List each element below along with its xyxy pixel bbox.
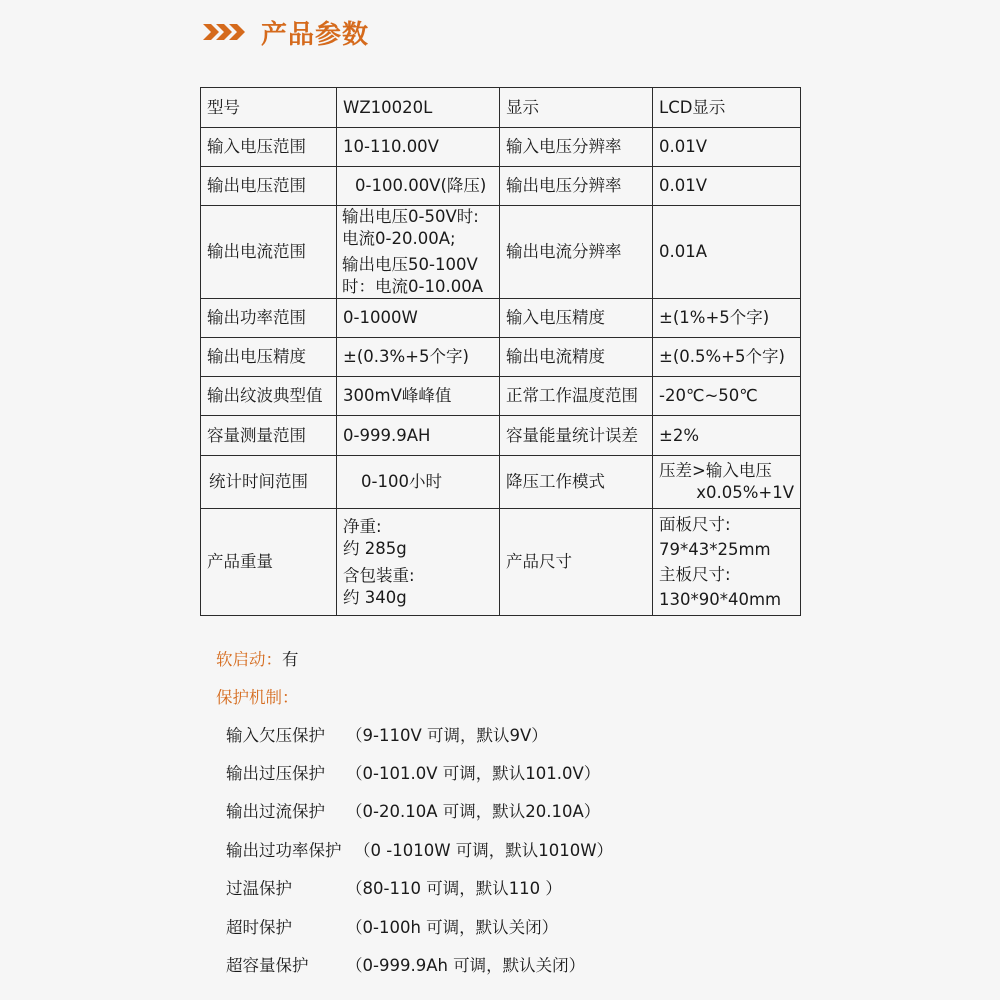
protection-name: 超容量保护 <box>226 956 309 975</box>
spec-value-line: 压差>输入电压 <box>659 461 772 480</box>
triple-chevron-right-icon <box>203 22 247 42</box>
list-item <box>226 724 548 748</box>
table-row <box>201 377 801 416</box>
table-row <box>201 88 801 128</box>
spec-value: 0-100小时 <box>337 456 500 509</box>
spec-label: 输出电流精度 <box>500 338 653 377</box>
spec-value-multiline <box>653 509 801 616</box>
table-row <box>201 128 801 167</box>
list-item <box>226 800 600 824</box>
spec-value-multiline <box>337 509 500 616</box>
protection-range: （0-999.9Ah 可调，默认关闭） <box>346 956 586 975</box>
spec-label: 产品重量 <box>201 509 337 616</box>
spec-value: 0-999.9AH <box>337 416 500 456</box>
page-title: 产品参数 <box>261 19 370 50</box>
list-item <box>226 954 585 978</box>
spec-value-line: 净重: <box>343 516 382 536</box>
spec-label: 输出电压精度 <box>201 338 337 377</box>
table-row <box>201 509 801 616</box>
spec-label: 输出电流分辨率 <box>500 206 653 299</box>
feature-notes <box>216 646 299 712</box>
table-row <box>201 338 801 377</box>
spec-label: 容量测量范围 <box>201 416 337 456</box>
protection-heading: 保护机制： <box>216 688 299 707</box>
protection-name: 输出过功率保护 <box>226 841 342 860</box>
table-row <box>201 167 801 206</box>
spec-value: 0.01A <box>653 206 801 299</box>
spec-label: 输出功率范围 <box>201 299 337 338</box>
spec-value-line: 电流0-20.00A; <box>342 229 456 248</box>
list-item <box>226 762 600 786</box>
protection-name: 超时保护 <box>226 918 292 937</box>
spec-value: -20℃~50℃ <box>653 377 801 416</box>
spec-label: 输出电压分辨率 <box>500 167 653 206</box>
spec-value: LCD显示 <box>653 88 801 128</box>
protection-name: 过温保护 <box>226 879 292 898</box>
spec-value-line: 约 340g <box>343 587 407 607</box>
table-row <box>201 456 801 509</box>
spec-label: 型号 <box>201 88 337 128</box>
spec-value-line: 约 285g <box>343 538 407 558</box>
list-item <box>226 839 613 863</box>
spec-value-line: 面板尺寸: <box>659 515 731 534</box>
protection-name: 输入欠压保护 <box>226 726 325 745</box>
spec-value-line: 时：电流0-10.00A <box>342 277 483 296</box>
spec-label: 降压工作模式 <box>500 456 653 509</box>
spec-value-line: x0.05%+1V <box>696 483 794 502</box>
protection-range: （9-110V 可调，默认9V） <box>346 726 548 745</box>
protection-range: （80-110 可调，默认110 ） <box>346 879 562 898</box>
spec-value-line: 79*43*25mm <box>659 540 771 559</box>
spec-value: ±(1%+5个字) <box>653 299 801 338</box>
soft-start-label: 软启动： <box>216 650 282 669</box>
protection-name: 输出过流保护 <box>226 802 325 821</box>
spec-value-line: 输出电压50-100V <box>342 255 478 274</box>
soft-start-value: 有 <box>282 650 299 669</box>
spec-value-line: 含包装重: <box>343 565 415 585</box>
protection-range: （0-100h 可调，默认关闭） <box>346 918 559 937</box>
spec-label: 容量能量统计误差 <box>500 416 653 456</box>
spec-value-line: 主板尺寸: <box>659 565 731 584</box>
spec-label: 显示 <box>500 88 653 128</box>
spec-value: 300mV峰峰值 <box>337 377 500 416</box>
table-row <box>201 299 801 338</box>
spec-label: 输入电压精度 <box>500 299 653 338</box>
spec-value: WZ10020L <box>337 88 500 128</box>
spec-value: 0-1000W <box>337 299 500 338</box>
spec-label: 输出电压范围 <box>201 167 337 206</box>
protection-range: （0-101.0V 可调，默认101.0V） <box>346 764 601 783</box>
spec-value: ±(0.3%+5个字) <box>337 338 500 377</box>
table-row <box>201 416 801 456</box>
spec-value: ±(0.5%+5个字) <box>653 338 801 377</box>
section-header <box>203 12 369 52</box>
spec-value: 0.01V <box>653 128 801 167</box>
spec-value: 0.01V <box>653 167 801 206</box>
table-row <box>201 206 801 299</box>
spec-label: 输出电流范围 <box>201 206 337 299</box>
spec-table <box>200 87 801 616</box>
soft-start-note <box>216 646 299 674</box>
spec-label: 输入电压范围 <box>201 128 337 167</box>
list-item <box>226 877 562 901</box>
spec-label: 统计时间范围 <box>201 456 337 509</box>
protection-range: （0 -1010W 可调，默认1010W） <box>354 841 614 860</box>
spec-label: 正常工作温度范围 <box>500 377 653 416</box>
protection-range: （0-20.10A 可调，默认20.10A） <box>346 802 601 821</box>
spec-label: 输入电压分辨率 <box>500 128 653 167</box>
spec-label: 产品尺寸 <box>500 509 653 616</box>
spec-label: 输出纹波典型值 <box>201 377 337 416</box>
spec-value: 10-110.00V <box>337 128 500 167</box>
spec-value-multiline <box>653 456 801 509</box>
spec-value: 0-100.00V(降压) <box>337 167 500 206</box>
list-item <box>226 916 558 940</box>
spec-value-multiline <box>337 206 500 299</box>
spec-value-line: 130*90*40mm <box>659 590 782 609</box>
spec-value-line: 输出电压0-50V时: <box>342 207 479 226</box>
protection-name: 输出过压保护 <box>226 764 325 783</box>
spec-value: ±2% <box>653 416 801 456</box>
